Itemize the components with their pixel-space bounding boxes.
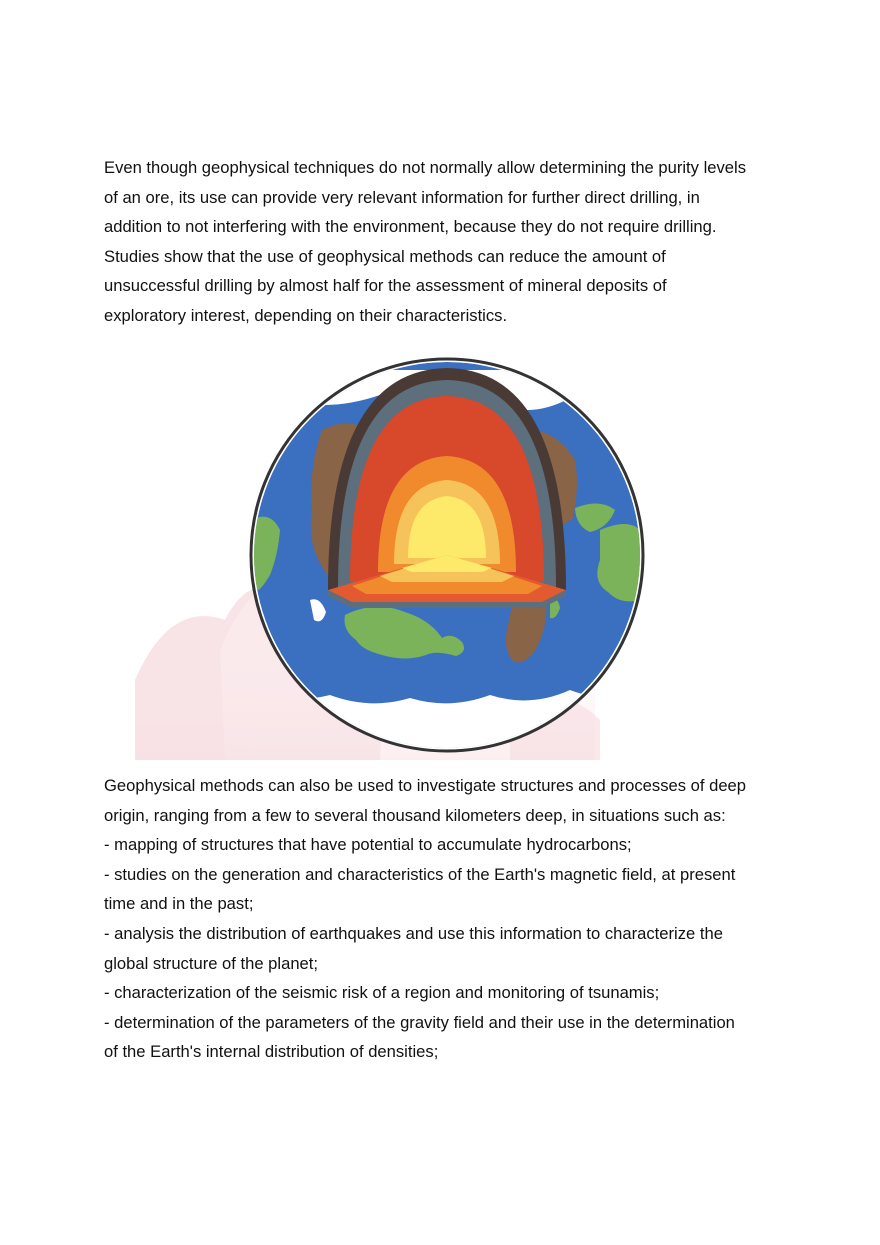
paragraph-line: addition to not interfering with the environment, because they do not require drilling. (104, 217, 717, 237)
list-item: - characterization of the seismic risk of a region and monitoring of tsunamis; (104, 983, 660, 1003)
paragraph-line: of an ore, its use can provide very relevant information for further direct drilling, in (104, 187, 700, 207)
list-item-continuation: of the Earth's internal distribution of densities; (104, 1042, 439, 1062)
list-item-continuation: time and in the past; (104, 894, 254, 914)
paragraph-line: origin, ranging from a few to several thousand kilometers deep, in situations such as: (104, 805, 726, 825)
earth-layers-figure (130, 350, 750, 765)
list-item: - analysis the distribution of earthquakes and use this information to characterize the (104, 923, 723, 943)
paragraph-line: unsuccessful drilling by almost half for the assessment of mineral deposits of (104, 276, 667, 296)
earth-layers-cutaway-icon (130, 350, 750, 765)
paragraph-line: Geophysical methods can also be used to investigate structures and processes of deep (104, 776, 747, 795)
paragraph-line: exploratory interest, depending on their characteristics. (104, 305, 508, 325)
list-item-continuation: global structure of the planet; (104, 953, 319, 973)
paragraph-line: Even though geophysical techniques do not normally allow determining the purity levels (104, 158, 747, 177)
list-item: - mapping of structures that have potential to accumulate hydrocarbons; (104, 835, 632, 855)
intro-paragraph (104, 153, 784, 331)
list-item: - determination of the parameters of the gravity field and their use in the determination (104, 1012, 735, 1032)
methods-paragraph (104, 771, 784, 1067)
list-item: - studies on the generation and characteristics of the Earth's magnetic field, at present (104, 864, 736, 884)
paragraph-line: Studies show that the use of geophysical methods can reduce the amount of (104, 246, 666, 266)
